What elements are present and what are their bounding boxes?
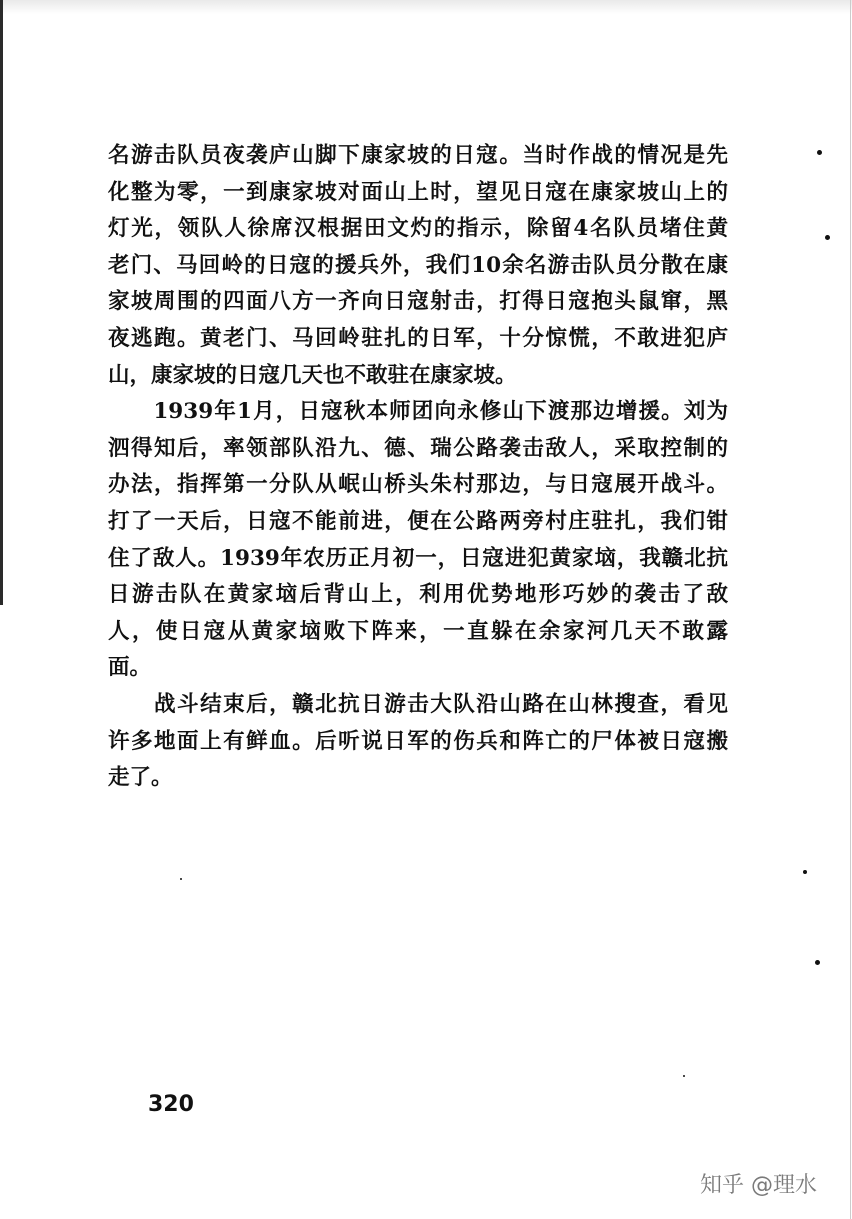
text-line: 住了敌人。1939年农历正月初一，日寇进犯黄家垴，我赣北抗 — [108, 545, 728, 571]
text-line: 老门、马回岭的日寇的援兵外，我们10余名游击队员分散在康 — [108, 252, 728, 278]
text-line: 许多地面上有鲜血。后听说日军的伤兵和阵亡的尸体被日寇搬 — [108, 728, 728, 754]
text-line: 日游击队在黄家垴后背山上，利用优势地形巧妙的袭击了敌 — [108, 582, 728, 608]
scan-top-edge — [0, 0, 852, 14]
scan-speck — [825, 235, 830, 240]
text-line: 战斗结束后，赣北抗日游击大队沿山路在山林搜查，看见 — [108, 691, 728, 717]
text-line: 化整为零，一到康家坡对面山上时，望见日寇在康家坡山上的 — [108, 179, 728, 205]
document-body — [108, 138, 728, 797]
watermark: 知乎 @理水 — [700, 1173, 817, 1198]
scan-speck — [815, 960, 820, 965]
scan-speck — [683, 1075, 685, 1077]
text-line: 人，使日寇从黄家垴败下阵来，一直躲在余家河几天不敢露 — [108, 618, 728, 644]
text-line: 家坡周围的四面八方一齐向日寇射击，打得日寇抱头鼠窜，黑 — [108, 289, 728, 315]
text-line: 泗得知后，率领部队沿九、德、瑞公路袭击敌人，采取控制的 — [108, 435, 728, 461]
text-line: 夜逃跑。黄老门、马回岭驻扎的日军，十分惊慌，不敢进犯庐 — [108, 325, 728, 351]
text-line: 走了。 — [108, 765, 173, 791]
scan-left-edge — [0, 0, 3, 605]
text-line: 山，康家坡的日寇几天也不敢驻在康家坡。 — [108, 362, 517, 388]
text-line: 名游击队员夜袭庐山脚下康家坡的日寇。当时作战的情况是先 — [108, 143, 728, 168]
page-number: 320 — [148, 1092, 194, 1117]
scan-speck — [803, 870, 807, 874]
text-line: 面。 — [108, 655, 152, 681]
scan-speck — [817, 150, 822, 155]
scan-speck — [180, 878, 182, 880]
text-line: 灯光，领队人徐席汉根据田文灼的指示，除留4名队员堵住黄 — [108, 216, 728, 242]
text-line: 办法，指挥第一分队从岷山桥头朱村那边，与日寇展开战斗。 — [108, 472, 728, 498]
text-line: 1939年1月，日寇秋本师团向永修山下渡那边增援。刘为 — [108, 399, 728, 425]
text-line: 打了一天后，日寇不能前进，便在公路两旁村庄驻扎，我们钳 — [108, 508, 728, 534]
scan-right-edge — [850, 0, 851, 1219]
